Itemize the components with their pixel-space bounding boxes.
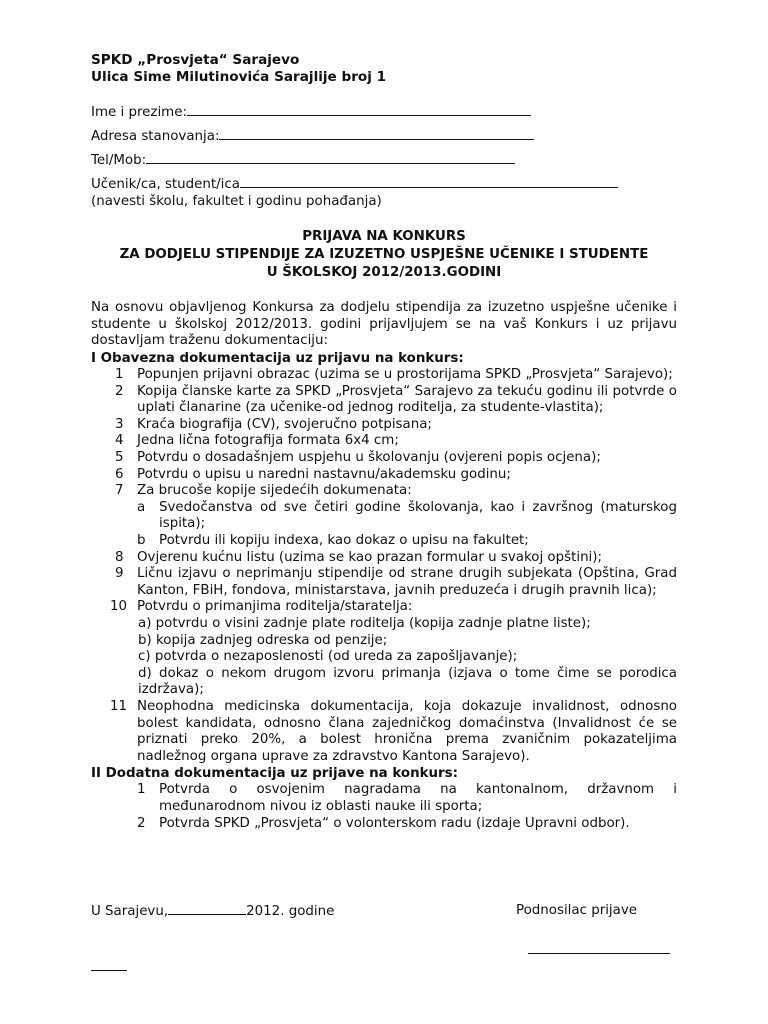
sub-list-item-text: Svedočanstva od sve četiri godine školovanja, kao i završnog (maturskog ispita); (159, 499, 677, 532)
sub-list-item (91, 500, 677, 533)
field-student-label: Učenik/ca, student/ica (91, 177, 240, 192)
footer-place: U Sarajevu, (91, 904, 169, 919)
field-phone[interactable] (91, 151, 677, 169)
footer-date (91, 902, 334, 920)
list-item-text: Za brucoše kopije sijedećih dokumenata: (137, 483, 412, 499)
list-item (91, 417, 677, 434)
list-item-text: Kopija članske karte za SPKD „Prosvjeta“ Sarajevo za tekuću godinu ili potvrde o uplati članarine (za učenike-od jednog roditelja, za studente-vlastita); (137, 383, 677, 416)
applicant-label: Podnosilac prijave (516, 903, 638, 918)
list-item (91, 566, 677, 599)
list-item-number: 2 (137, 815, 146, 831)
sub-list-item-letter: b (137, 533, 146, 549)
intro-paragraph: Na osnovu objavljenog Konkursa za dodjelu stipendija za izuzetno uspješne učenike i studente u školskoj 2012/2013. godini prijavljujem se na vaš Konkurs i uz prijavu dostavljam traženu dokumentaciju: (91, 300, 677, 349)
list-item-text: Potvrdu o primanjima roditelja/staratelja: (137, 599, 413, 615)
list-item (91, 467, 677, 484)
list-item-text: Kraća biografija (CV), svojeručno potpisana; (137, 416, 432, 432)
list-item (91, 384, 677, 417)
field-address[interactable] (91, 127, 677, 145)
list-item-number: 4 (115, 433, 124, 449)
list-item-number: 8 (115, 549, 124, 565)
list-item (91, 599, 677, 616)
sub-list-item: a) potvrdu o visini zadnje plate roditelja (kopija zadnje platne liste); (138, 616, 591, 632)
application-form (91, 52, 677, 832)
organization-address: Ulica Sime Milutinovića Sarajlije broj 1 (91, 69, 387, 85)
list-item-text: Potvrdu o dosadašnjem uspjehu u školovanju (ovjereni popis ocjena); (137, 450, 601, 466)
list-item-text: Potvrda SPKD „Prosvjeta“ o volonterskom radu (izdaje Upravni odbor). (159, 815, 630, 831)
form-title-line-2: ZA DODJELU STIPENDIJE ZA IZUZETNO USPJEŠNE UČENIKE I STUDENTE (119, 247, 649, 262)
field-address-blank[interactable] (219, 127, 534, 140)
section-2-heading: II Dodatna dokumentacija uz prijave na konkurs: (91, 766, 458, 782)
sub-list-item-text: Potvrdu ili kopiju indexa, kao dokaz o upisu na fakultet; (159, 533, 529, 549)
field-name-blank[interactable] (187, 103, 531, 116)
list-item-number: 5 (115, 450, 124, 466)
signature-blank-continued[interactable] (91, 958, 127, 971)
field-student-blank[interactable] (240, 175, 618, 188)
field-address-label: Adresa stanovanja: (91, 129, 220, 144)
list-item-text: Jedna lična fotografija formata 6x4 cm; (137, 433, 399, 449)
list-item-number: 1 (137, 782, 146, 798)
sub-list-item-letter: a (137, 499, 146, 515)
list-item-text: Potvrda o osvojenim nagradama na kantonalnom, državnom i međunarodnom nivou iz oblasti nauke ili sporta; (159, 782, 677, 814)
field-student-note: (navesti školu, fakultet i godinu pohađanja) (91, 194, 382, 209)
list-item-number: 11 (110, 698, 128, 714)
list-item (91, 699, 677, 765)
signature-blank[interactable] (528, 941, 670, 954)
list-item (91, 483, 677, 500)
list-item-number: 7 (115, 483, 124, 499)
list-item-number: 3 (115, 416, 124, 432)
organization-name: SPKD „Prosvjeta“ Sarajevo (91, 52, 300, 68)
list-item-number: 1 (115, 367, 124, 383)
form-title-line-1: PRIJAVA NA KONKURS (302, 229, 466, 244)
field-name-label: Ime i prezime: (91, 105, 187, 120)
list-item (91, 450, 677, 467)
form-title-line-3: U ŠKOLSKOJ 2012/2013.GODINI (266, 265, 502, 280)
list-item-number: 2 (115, 383, 124, 399)
list-item-text: Ličnu izjavu o neprimanju stipendije od strane drugih subjekata (Opština, Grad Kanton, FBiH, fondova, ministarstava, javnih preduzeća i drugih pravnih lica); (137, 566, 677, 598)
list-item-number: 9 (115, 566, 124, 582)
list-item-text: Neophodna medicinska dokumentacija, koja dokazuje invalidnost, odnosno bolest kandidata, odnosno člana zajedničkog domaćinstva (Invalidnost će se priznati preko 20%, a bolest hronična prema zvaničnim pokazateljima nadležnog organa uprave za zdravstvo Kantona Sarajevo). (137, 698, 677, 764)
sub-list-item: b) kopija zadnjeg odreska od penzije; (138, 632, 388, 648)
list-item-text: Potvrdu o upisu u naredni nastavnu/akademsku godinu; (137, 466, 511, 482)
sub-list-item: d) dokaz o nekom drugom izvoru primanja (izjava o tome čime se porodica izdržava); (138, 665, 677, 698)
field-phone-blank[interactable] (146, 151, 515, 164)
list-item-number: 6 (115, 466, 124, 482)
list-item-text: Popunjen prijavni obrazac (uzima se u prostorijama SPKD „Prosvjeta“ Sarajevo); (137, 367, 673, 383)
list-item-number: 10 (110, 599, 128, 615)
sub-list-item: c) potvrda o nezaposlenosti (od ureda za zapošljavanje); (138, 649, 518, 665)
date-blank[interactable] (168, 902, 246, 915)
list-item (91, 782, 677, 815)
list-item (91, 816, 677, 833)
field-name[interactable] (91, 103, 677, 121)
list-item (91, 550, 677, 567)
list-item (91, 433, 677, 450)
list-item (91, 367, 677, 384)
section-1-heading: I Obavezna dokumentacija uz prijavu na konkurs: (91, 351, 464, 367)
list-item-text: Ovjerenu kućnu listu (uzima se kao prazan formular u svakoj opštini); (137, 549, 603, 565)
field-student[interactable] (91, 175, 677, 193)
sub-list-item (91, 533, 677, 550)
footer-year: 2012. godine (246, 904, 335, 919)
field-phone-label: Tel/Mob: (91, 153, 147, 168)
